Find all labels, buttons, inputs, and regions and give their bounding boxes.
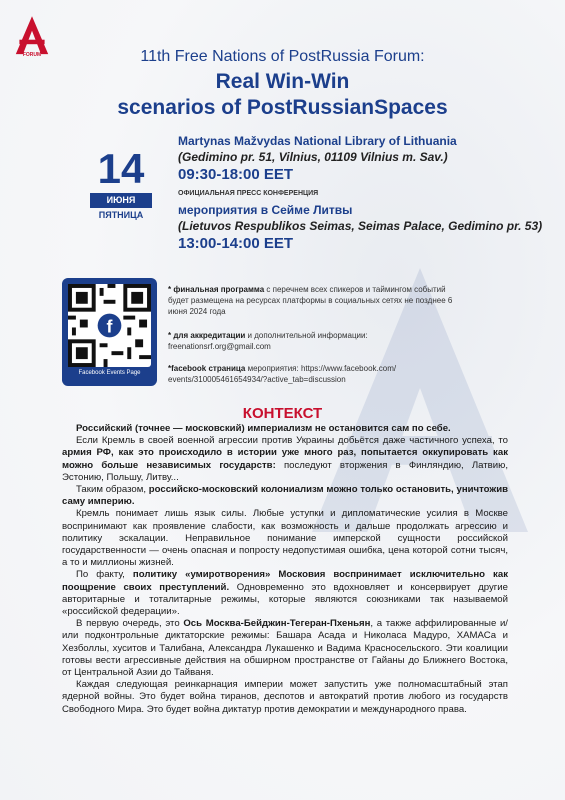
context-p5-part2: Одновременно это вдохновляет и консервирует другие авторитарные и тоталитарные режимы, которые являются союзниками так называемой «российской федерации». [62,581,508,618]
qr-code-card[interactable] [62,278,157,386]
context-paragraph [62,484,508,508]
context-paragraph-7: Каждая следующая реинкарнация империи может запустить уже полномасштабный этап ядерной войны. Это будет война тиранов, деспотов и автократий против любого из государств Свободного Мира. Это будет война диктатур против демократии и международного права. [62,679,508,715]
context-paragraph-1: Российский (точнее — московский) империализм не остановится сам по себе. [76,423,451,434]
context-heading: КОНТЕКСТ [242,405,323,422]
note-program [168,284,468,317]
venue-time1: 09:30-18:00 EET [178,166,294,183]
context-body [62,423,508,716]
context-paragraph [62,508,508,569]
note-facebook-text: мероприятия: https://www.facebook.com/ [245,364,397,373]
context-p5-bold: политику «умиротворения» Московия воспринимает исключительно как поощрение своих преступлений. [62,569,508,593]
context-p6-part2: , а также аффилированные и/или подконтрольные диктаторские режимы: Башара Асада и Николаса Мадуро, ХАМАСа и Хезболлы, хуситов и Талибана, Александра Лукашенко и Вадима Красносельского. Эти коалиции готовы вести агрессивные действия на обширном пространстве от Гайаны до Ближнего Востока, от Центральной Азии до Тайваня. [62,618,508,679]
logo-text: FORUM [22,52,42,58]
press-conference-label: ОФИЦИАЛЬНАЯ ПРЕСС КОНФЕРЕНЦИЯ [178,190,319,197]
context-paragraph [62,679,508,716]
note-facebook [168,363,468,385]
accreditation-email-link[interactable]: freenationsrf.org@gmail.com [168,342,271,351]
context-p2-bold: армия РФ, как это происходило в истории уже много раз, попытается оккупировать как можно больше независимых государств: [62,447,508,471]
forum-title-line1: 11th Free Nations of PostRussia Forum: [140,48,425,65]
qr-code[interactable] [68,284,151,367]
venue-place1: Martynas Mažvydas National Library of Lithuania [178,134,457,148]
date-month: ИЮНЯ [90,193,152,208]
note-facebook-label: *facebook страница [168,364,246,373]
venue-time2: 13:00-14:00 EET [178,235,294,252]
venue-place2: мероприятия в Сейме Литвы [178,203,353,217]
context-p3-part1: Таким образом, [76,484,149,496]
svg-text:f: f [106,316,113,337]
qr-code-pattern [68,284,151,367]
forum-title-line3: scenarios of PostRussianSpaces [117,96,448,119]
note-program-label: * финальная программа [168,285,265,294]
forum-title-line2: Real Win-Win [215,70,350,93]
note-accreditation [168,330,468,352]
note-accreditation-label: * для аккредитации [168,331,246,340]
context-p6-bold: Ось Москва-Бейджин-Тегеран-Пхеньян [183,618,371,630]
context-paragraph [62,569,508,618]
qr-caption: Facebook Events Page [78,370,141,376]
context-p3-bold: российско-московский колониализм можно только остановить, уничтожив саму империю. [62,484,508,508]
note-accreditation-text: и дополнительной информации: [245,331,368,340]
venue-address2: (Lietuvos Respublikos Seimas, Seimas Palace, Gedimino pr. 53) [178,219,543,233]
context-p2-part2: последуют вторжения в Финляндию, Латвию, Эстонию, Польшу, Литву... [62,459,508,483]
venue-address1: (Gedimino pr. 51, Vilnius, 01109 Vilnius m. Sav.) [178,150,448,164]
context-p2-part1: Если Кремль в своей военной агрессии против Украины добьётся даже частичного успеха, то [76,435,508,447]
context-p5-part1: По факту, [76,569,133,581]
date-day-number: 14 [97,145,145,192]
context-paragraph-4: Кремль понимает лишь язык силы. Любые уступки и дипломатические усилия в Москве воспринимают как проявление слабости, как возможность и дальше продолжать агрессию и политику эскалации. Неправильное понимание имперской сущности российской государственности — очень опасная и попросту недопустимая ошибка, цена которой сотни тысяч, а то и миллионы жизней. [62,508,508,569]
facebook-event-link[interactable]: events/310005461654934/?active_tab=discussion [168,375,346,384]
context-p6-part1: В первую очередь, это [76,618,184,630]
context-paragraph [62,618,508,679]
context-paragraph [62,423,508,435]
date-weekday: ПЯТНИЦА [98,210,144,220]
note-program-text: с перечнем всех спикеров и таймингом событий будет размещена на ресурсах платформы в социальных сетях не позднее 6 июня 2024 года [168,285,453,316]
context-paragraph [62,435,508,484]
